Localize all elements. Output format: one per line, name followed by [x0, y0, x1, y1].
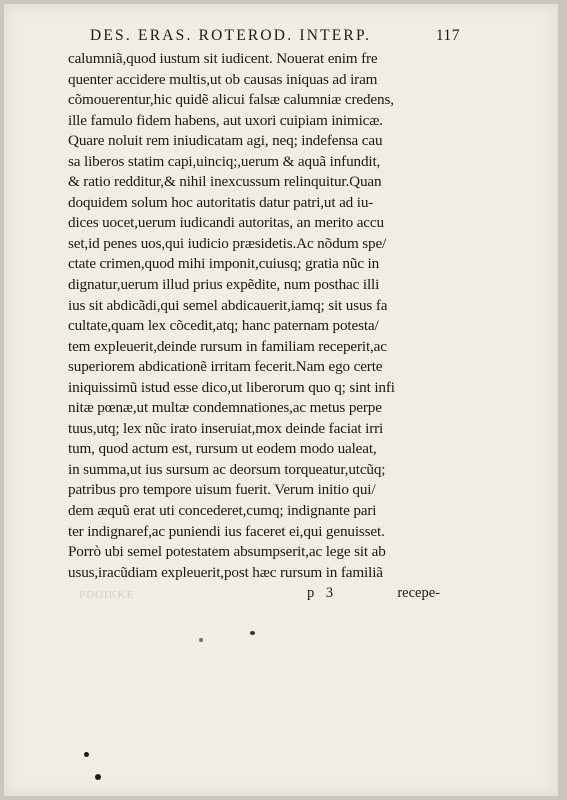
catchword: recepe- — [397, 585, 440, 601]
text-line: calumniã,quod iustum sit iudicent. Nouerat enim fre — [68, 50, 378, 67]
text-line: doquidem solum hoc autoritatis datur patri,ut ad iu- — [68, 193, 374, 211]
text-line: ter indignaref,ac puniendi ius faceret ei,qui genuisset. — [68, 522, 385, 540]
text-line: superiorem abdicationẽ irritam fecerit.Nam ego certe — [68, 358, 383, 376]
text-line: ius sit abdicãdi,qui semel abdicauerit,iamq; sit usus fa — [68, 296, 388, 314]
text-line: quenter accidere multis,ut ob causas iniquas ad iram — [68, 70, 378, 88]
paper-speck — [95, 774, 101, 780]
text-line: ille famulo fidem habens, aut uxori cuipiam inimicæ. — [68, 111, 383, 129]
text-line: set,id penes uos,qui iudicio præsidetis.Ac nõdum spe/ — [68, 234, 387, 252]
text-line: tem expleuerit,deinde rursum in familiam receperit,ac — [68, 337, 387, 355]
text-line: ctate crimen,quod mihi imponit,cuiusq; gratia nũc in — [68, 255, 380, 273]
text-line: & ratio redditur,& nihil inexcussum relinquitur.Quan — [68, 173, 382, 191]
text-line: usus,iracũdiam expleuerit,post hæc rursum in familiã — [68, 563, 383, 581]
page-header — [90, 27, 460, 45]
book-page — [4, 4, 558, 796]
text-line: Quare noluit rem iniudicatam agi, neq; indefensa cau — [68, 132, 383, 150]
text-line: nitæ pœnæ,ut multæ condemnationes,ac metus perpe — [68, 399, 382, 417]
text-line: dem æquũ erat uti concederet,cumq; indignante pari — [68, 502, 377, 520]
paper-speck — [250, 631, 255, 635]
text-line: in summa,ut ius sursum ac deorsum torqueatur,utcũq; — [68, 460, 386, 478]
text-line: iniquissimũ istud esse dico,ut liberorum quo q; sint infi — [68, 378, 395, 396]
text-line: sa liberos statim capi,uinciq;,uerum & aquã infundit, — [68, 152, 381, 170]
text-line: dignatur,uerum illud prius expẽdite, num posthac illi — [68, 276, 380, 294]
page-number: 117 — [435, 27, 460, 44]
signature-mark: p 3 — [307, 585, 338, 601]
running-head: DES. ERAS. ROTEROD. INTERP. — [90, 27, 372, 44]
paper-speck — [199, 638, 203, 642]
bleed-through-text: PDOIKKE — [79, 589, 135, 601]
text-line: dices uocet,uerum iudicandi autoritas, an merito accu — [68, 214, 384, 232]
text-line: cõmouerentur,hic quidẽ alicui falsæ calumniæ credens, — [68, 91, 394, 109]
text-line: cultate,quam lex cõcedit,atq; hanc paternam potesta/ — [68, 317, 379, 335]
text-line: tuus,utq; lex nũc irato inseruiat,mox deinde faciat irri — [68, 419, 384, 437]
body-text — [68, 49, 440, 583]
page-footer — [68, 583, 440, 605]
text-line: tum, quod actum est, rursum ut eodem modo ualeat, — [68, 440, 377, 458]
text-line: patribus pro tempore uisum fuerit. Verum initio qui/ — [68, 481, 376, 499]
text-line: Porrò ubi semel potestatem absumpserit,ac lege sit ab — [68, 543, 386, 561]
paper-speck — [84, 752, 89, 757]
